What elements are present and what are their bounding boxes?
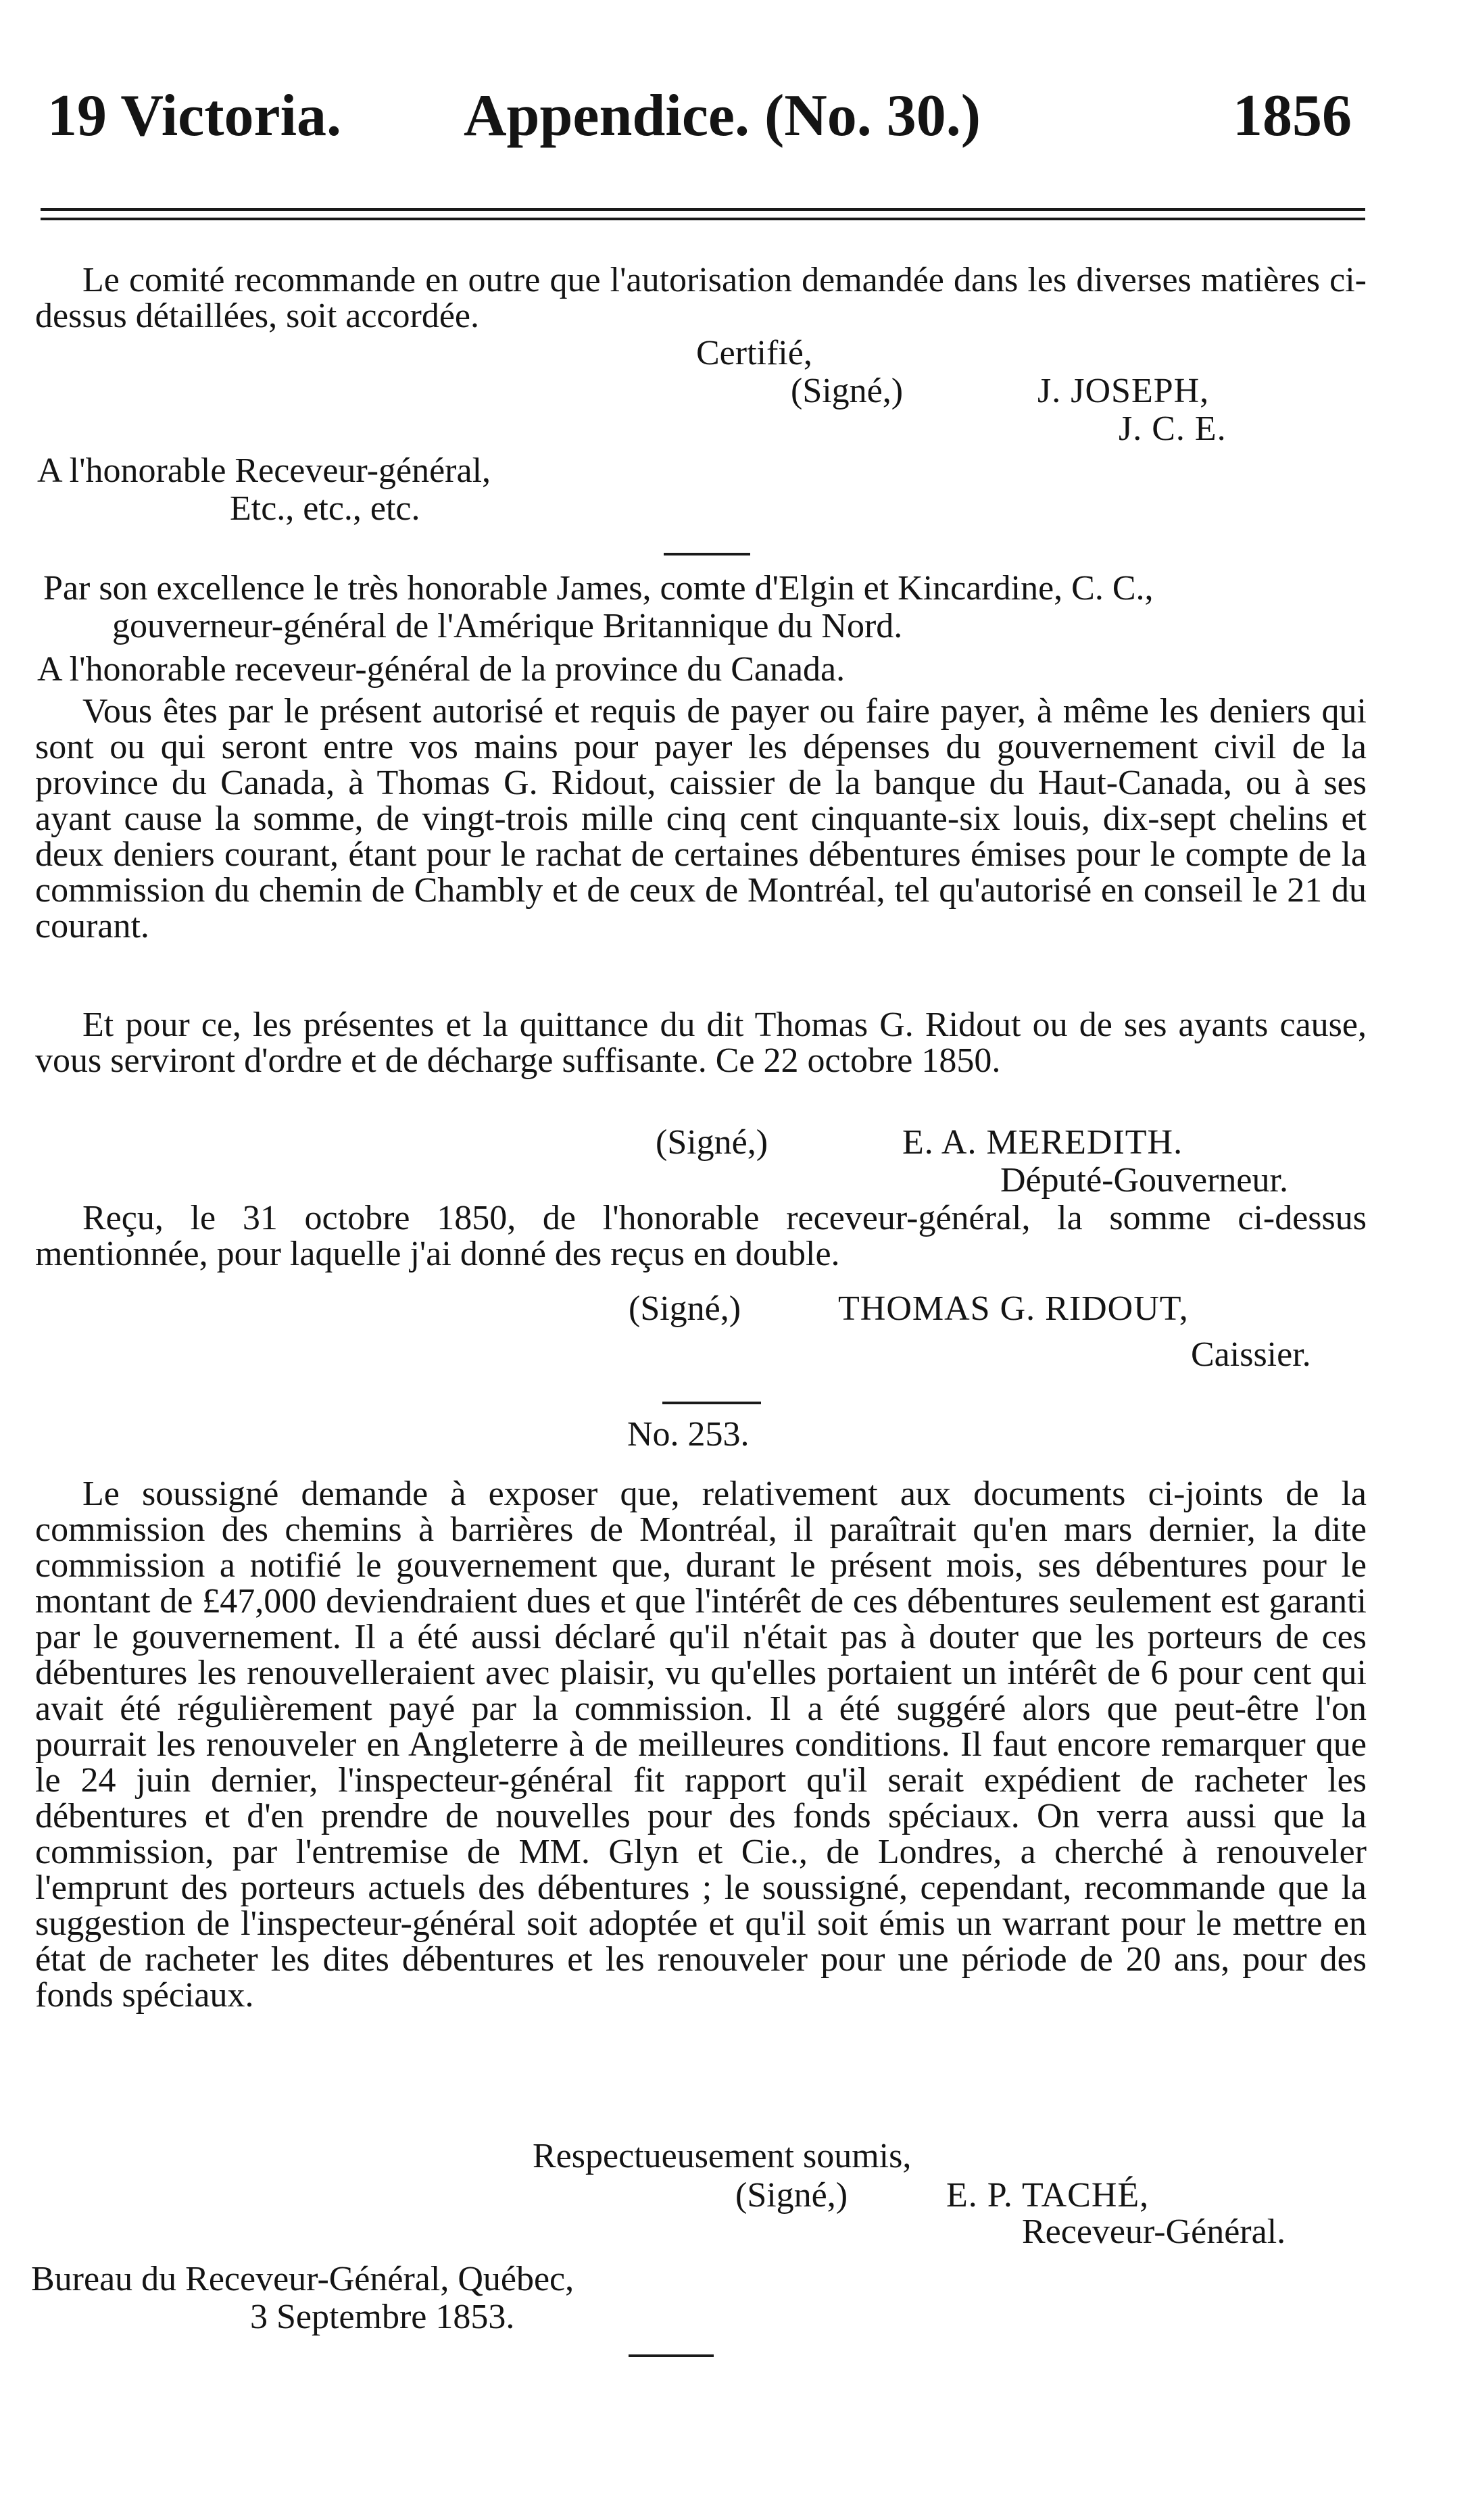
warrant-paragraph-2: Et pour ce, les présentes et la quittance du dit Thomas G. Ridout ou de ses ayants cause, vous serviront d'ordre et de décharge suffisante. Ce 22 octobre 1850.: [35, 1006, 1367, 1080]
header-session: 19 Victoria.: [47, 83, 342, 149]
section-rule-1: [664, 553, 750, 555]
tache-paragraph: Le soussigné demande à exposer que, relativement aux documents ci-joints de la commission des chemins à barrières de Montréal, il paraîtrait qu'en mars dernier, la dite commission a notifié le gouvernement que, durant le présent mois, ses débentures pour le montant de £47,000 deviendraient dues et que l'intérêt de ces débentures seulement est garanti par le gouvernement. Il a été aussi déclaré qu'il n'était pas à douter que les porteurs de ces débentures les renouvelleraient avec plaisir, vu qu'elles portaient un intérêt de 6 pour cent qui avait été régulièrement payé par la commission. Il a été suggéré alors que peut-être l'on pourrait les renouveler en Angleterre à de meilleures conditions. Il faut encore remarquer que le 24 juin dernier, l'inspecteur-général fit rapport qu'il serait expédient de racheter les débentures et d'en prendre de nouvelles pour des fonds spéciaux. On verra aussi que la commission, par l'entremise de MM. Glyn et Cie., de Londres, a cherché à renouveler l'emprunt des porteurs actuels des débentures ; le soussigné, cependant, recommande que la suggestion de l'inspecteur-général soit adoptée et qu'il soit émis un warrant pour le mettre en état de racheter les dites débentures et les renouveler pour une période de 20 ans, pour des fonds spéciaux.: [35, 1475, 1367, 2015]
receipt-paragraph: Reçu, le 31 octobre 1850, de l'honorable receveur-général, la somme ci-dessus mentionnée, pour laquelle j'ai donné des reçus en double.: [35, 1199, 1367, 1273]
warrant-heading-line-1: Par son excellence le très honorable James, comte d'Elgin et Kincardine, C. C.,: [43, 569, 1154, 608]
warrant-heading-line-2: gouverneur-général de l'Amérique Britannique du Nord.: [112, 607, 903, 645]
closing-respectfully: Respectueusement soumis,: [533, 2137, 912, 2175]
signed-label-1: (Signé,): [791, 372, 904, 410]
header-appendix: Appendice. (No. 30.): [464, 83, 981, 149]
committee-paragraph: Le comité recommande en outre que l'autorisation demandée dans les diverses matières ci-dessus détaillées, soit accordée.: [35, 261, 1367, 335]
addressee-line-1: A l'honorable Receveur-général,: [37, 451, 491, 490]
signer-joseph: J. JOSEPH,: [1037, 372, 1210, 410]
signer-ridout: THOMAS G. RIDOUT,: [838, 1289, 1189, 1328]
section-rule-3: [629, 2354, 714, 2357]
warrant-addressee: A l'honorable receveur-général de la province du Canada.: [37, 650, 846, 689]
header-rule-top: [41, 208, 1365, 211]
warrant-paragraph-1: Vous êtes par le présent autorisé et requis de payer ou faire payer, à même les deniers qui sont ou qui seront entre vos mains pour payer les dépenses du gouvernement civil de la province du Canada, à Thomas G. Ridout, caissier de la banque du Haut-Canada, ou à ses ayant cause la somme, de vingt-trois mille cinq cent cinquante-six louis, dix-sept chelins et deux deniers courant, étant pour le rachat de certaines débentures émises pour le compte de la commission du chemin de Chambly et de ceux de Montréal, tel qu'autorisé en conseil le 21 du courant.: [35, 692, 1367, 945]
section-number: No. 253.: [627, 1415, 750, 1454]
signed-label-3: (Signé,): [629, 1289, 741, 1328]
signer-meredith-title: Député-Gouverneur.: [1000, 1161, 1288, 1200]
signer-ridout-title: Caissier.: [1191, 1335, 1311, 1374]
certified-label: Certifié,: [696, 334, 812, 372]
header-rule-bottom: [41, 218, 1365, 220]
signed-label-4: (Signé,): [735, 2176, 848, 2215]
signer-tache: E. P. TACHÉ,: [946, 2176, 1150, 2215]
section-rule-2: [662, 1402, 761, 1404]
signer-joseph-title: J. C. E.: [1119, 410, 1227, 448]
date-line: 3 Septembre 1853.: [250, 2298, 515, 2336]
signer-meredith: E. A. MEREDITH.: [902, 1123, 1183, 1162]
header-year: 1856: [1233, 83, 1352, 149]
signer-tache-title: Receveur-Général.: [1022, 2213, 1286, 2251]
addressee-line-2: Etc., etc., etc.: [230, 489, 420, 528]
signed-label-2: (Signé,): [656, 1123, 768, 1162]
office-line: Bureau du Receveur-Général, Québec,: [31, 2260, 574, 2298]
